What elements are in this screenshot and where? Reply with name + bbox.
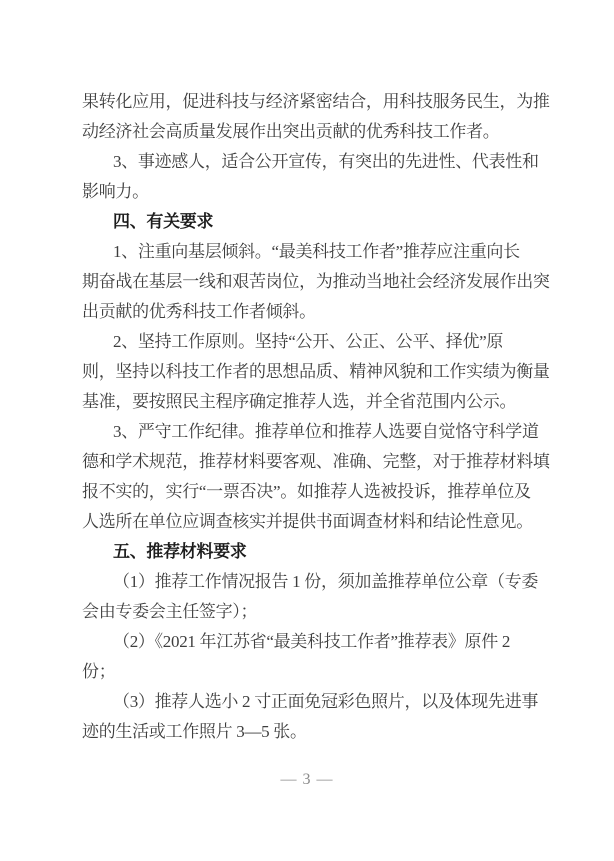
text-line: 迹的生活或工作照片 3—5 张。 [82,722,307,741]
text-line: 动经济社会高质量发展作出突出贡献的优秀科技工作者。 [82,122,500,141]
text-line: 基准，要按照民主程序确定推荐人选，并全省范围内公示。 [82,392,517,411]
document-lines [82,87,548,747]
text-line: 报不实的，实行“一票否决”。如推荐人选被投诉，推荐单位及 [82,482,531,501]
text-line: 1、注重向基层倾斜。“最美科技工作者”推荐应注重向长 [113,242,520,261]
page-number: — 3 — [280,771,334,788]
text-line: （1）推荐工作情况报告 1 份，须加盖推荐单位公章（专委 [113,572,539,591]
text-line: （3）推荐人选小 2 寸正面免冠彩色照片，以及体现先进事 [113,692,539,711]
section-heading: 五、推荐材料要求 [113,542,247,561]
text-line: 3、事迹感人，适合公开宣传，有突出的先进性、代表性和 [113,152,539,171]
text-line: 影响力。 [82,182,149,201]
text-line: 出贡献的优秀科技工作者倾斜。 [82,302,316,321]
text-line: （2）《2021 年江苏省“最美科技工作者”推荐表》原件 2 [113,632,511,651]
text-line: 份； [82,662,116,681]
section-heading: 四、有关要求 [113,212,214,231]
text-line: 则，坚持以科技工作者的思想品质、精神风貌和工作实绩为衡量 [82,362,550,381]
text-line: 会由专委会主任签字）； [82,602,258,621]
text-line: 果转化应用，促进科技与经济紧密结合，用科技服务民生，为推 [82,92,550,111]
text-line: 人选所在单位应调查核实并提供书面调查材料和结论性意见。 [82,512,533,531]
text-line: 3、严守工作纪律。推荐单位和推荐人选要自觉恪守科学道 [113,422,539,441]
text-line: 德和学术规范，推荐材料要客观、准确、完整，对于推荐材料填 [82,452,550,471]
text-line: 2、坚持工作原则。坚持“公开、公正、公平、择优”原 [113,332,504,351]
text-line: 期奋战在基层一线和艰苦岗位，为推动当地社会经济发展作出突 [82,272,550,291]
